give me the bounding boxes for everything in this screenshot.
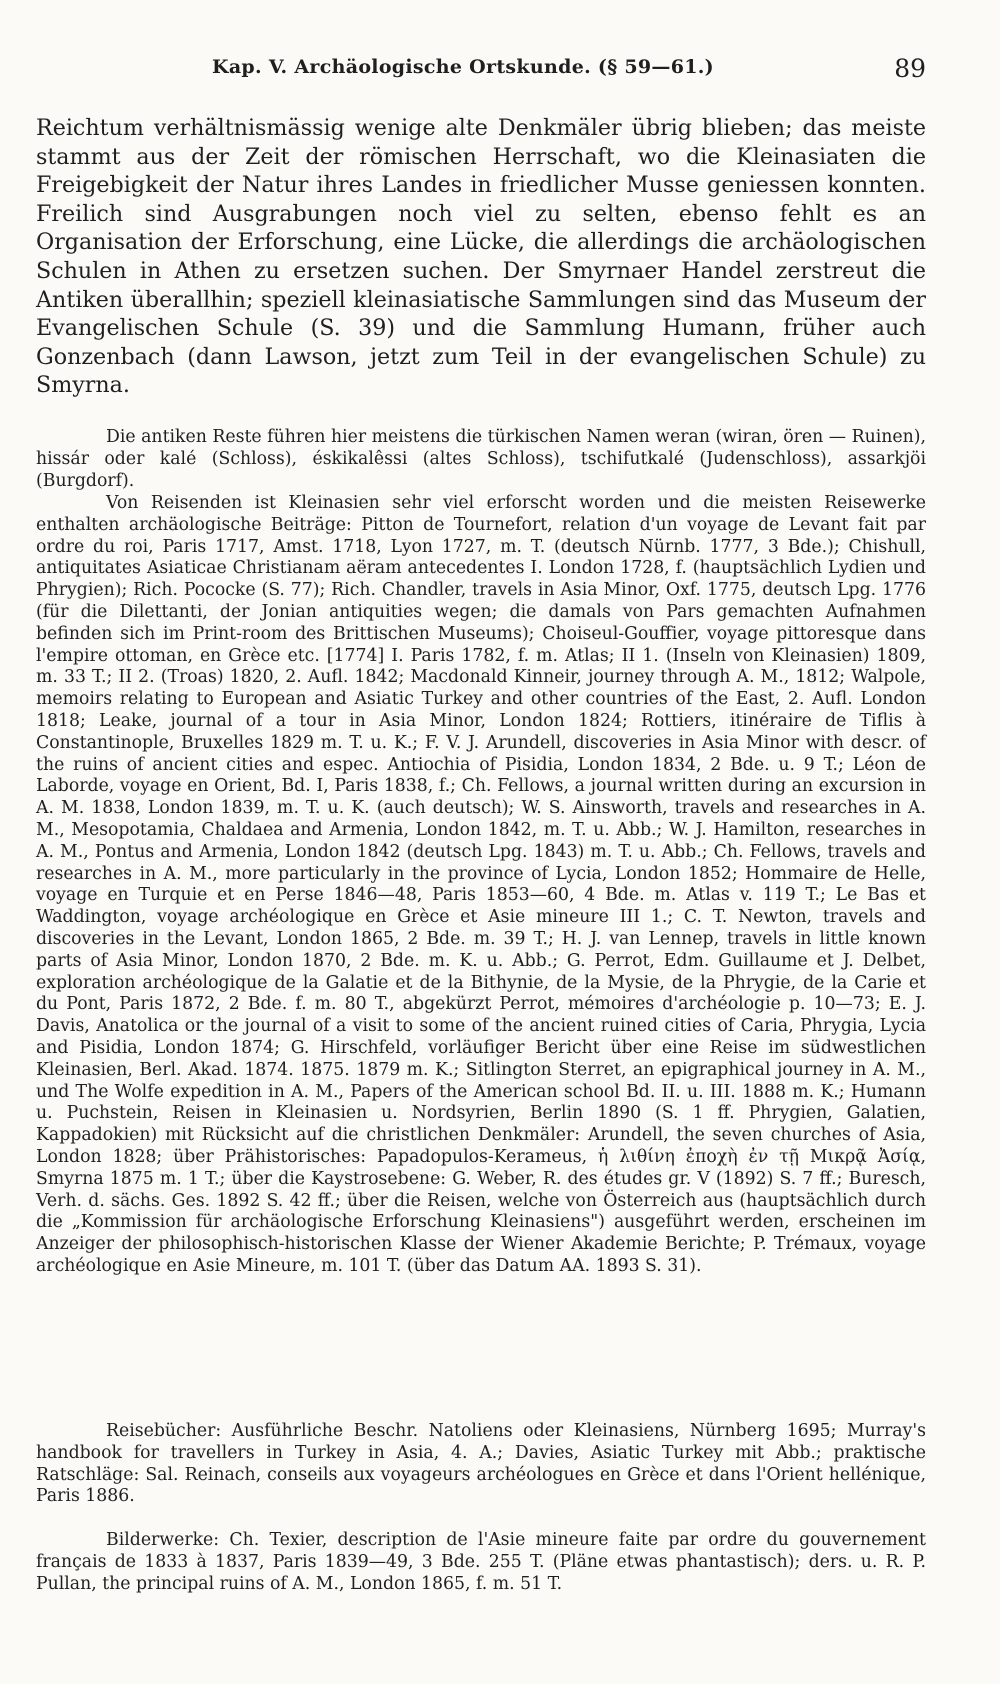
note-ruin-names: Die antiken Reste führen hier meistens die türkischen Namen weran (wiran, ören — Ruinen), hissár oder kalé (Schloss), éskikalêssi (altes Schloss), tschifutkalé (Judenschloss), assarkjöi (Burgdorf). (36, 427, 926, 491)
note-picture-works: Bilderwerke: Ch. Texier, description de l'Asie mineure faite par ordre du gouvernement français de 1833 à 1837, Paris 1839—49, 3 Bde. 255 T. (Pläne etwas phantastisch); ders. u. R. P. Pullan, the principal ruins of A. M., London 1865, f. m. 51 T. (36, 1530, 926, 1594)
running-header (36, 50, 926, 90)
body-paragraph: Reichtum verhältnismässig wenige alte Denkmäler übrig blieben; das meiste stammt aus der Zeit der römischen Herrschaft, wo die Kleinasiaten die Freigebigkeit der Natur ihres Landes in friedlicher Musse geniessen konnten. Freilich sind Ausgrabungen noch viel zu selten, ebenso fehlt es an Organisation der Erforschung, eine Lücke, die allerdings die archäologischen Schulen in Athen zu ersetzen suchen. Der Smyrnaer Handel zerstreut die Antiken überallhin; speziell kleinasiatische Sammlungen sind das Museum der Evangelischen Schule (S. 39) und die Sammlung Humann, früher auch Gonzenbach (dann Lawson, jetzt zum Teil in der evangelischen Schule) zu Smyrna. (36, 115, 926, 399)
page-number: 89 (894, 54, 926, 83)
header-title: Kap. V. Archäologische Ortskunde. (§ 59—61.) (212, 56, 714, 78)
note-travel-guides: Reisebücher: Ausführliche Beschr. Natoliens oder Kleinasiens, Nürnberg 1695; Murray's handbook for travellers in Turkey in Asia, 4. A.; Davies, Asiatic Turkey mit Abb.; praktische Ratschläge: Sal. Reinach, conseils aux voyageurs archéologues en Grèce et dans l'Orient hellénique, Paris 1886. (36, 1421, 926, 1507)
note-travel-literature: Von Reisenden ist Kleinasien sehr viel erforscht worden und die meisten Reisewerke enthalten archäologische Beiträge: Pitton de Tournefort, relation d'un voyage de Levant fait par ordre du roi, Paris 1717, Amst. 1718, Lyon 1727, m. T. (deutsch Nürnb. 1777, 3 Bde.); Chishull, antiquitates Asiaticae Christianam aëram antecedentes I. London 1728, f. (hauptsächlich Lydien und Phrygien); Rich. Pococke (S. 77); Rich. Chandler, travels in Asia Minor, Oxf. 1775, deutsch Lpg. 1776 (für die Dilettanti, der Jonian antiquities wegen; die damals von Pars gemachten Aufnahmen befinden sich im Print-room des Brittischen Museums); Choiseul-Gouffier, voyage pittoresque dans l'empire ottoman, en Grèce etc. [1774] I. Paris 1782, f. m. Atlas; II 1. (Inseln von Kleinasien) 1809, m. 33 T.; II 2. (Troas) 1820, 2. Aufl. 1842; Macdonald Kinneir, journey through A. M., 1812; Walpole, memoirs relating to European and Asiatic Turkey and other countries of the East, 2. Aufl. London 1818; Leake, journal of a tour in Asia Minor, London 1824; Rottiers, itinéraire de Tiflis à Constantinople, Bruxelles 1829 m. T. u. K.; F. V. J. Arundell, discoveries in Asia Minor with descr. of the ruins of ancient cities and espec. Antiochia of Pisidia, London 1834, 2 Bde. u. 9 T.; Léon de Laborde, voyage en Orient, Bd. I, Paris 1838, f.; Ch. Fellows, a journal written during an excursion in A. M. 1838, London 1839, m. T. u. K. (auch deutsch); W. S. Ainsworth, travels and researches in A. M., Mesopotamia, Chaldaea and Armenia, London 1842, m. T. u. Abb.; W. J. Hamilton, researches in A. M., Pontus and Armenia, London 1842 (deutsch Lpg. 1843) m. T. u. Abb.; Ch. Fellows, travels and researches in A. M., more particularly in the province of Lycia, London 1852; Hommaire de Helle, voyage en Turquie et en Perse 1846—48, Paris 1853—60, 4 Bde. m. Atlas v. 119 T.; Le Bas et Waddington, voyage archéologique en Grèce et Asie mineure III 1.; C. T. Newton, travels and discoveries in the Levant, London 1865, 2 Bde. m. 39 T.; H. J. van Lennep, travels in little known parts of Asia Minor, London 1870, 2 Bde. m. K. u. Abb.; G. Perrot, Edm. Guillaume et J. Delbet, exploration archéologique de la Galatie et de la Bithynie, de la Mysie, de la Phrygie, de la Carie et du Pont, Paris 1872, 2 Bde. f. m. 80 T., abgekürzt Perrot, mémoires d'archéologie p. 10—73; E. J. Davis, Anatolica or the journal of a visit to some of the ancient ruined cities of Caria, Phrygia, Lycia and Pisidia, London 1874; G. Hirschfeld, vorläufiger Bericht über eine Reise im südwestlichen Kleinasien, Berl. Akad. 1874. 1875. 1879 m. K.; Sitlington Sterret, an epigraphical journey in A. M., und The Wolfe expedition in A. M., Papers of the American school Bd. II. u. III. 1888 m. K.; Humann u. Puchstein, Reisen in Kleinasien u. Nordsyrien, Berlin 1890 (S. 1 ff. Phrygien, Galatien, Kappadokien) mit Rücksicht auf die christlichen Denkmäler: Arundell, the seven churches of Asia, London 1828; über Prähistorisches: Papadopulos-Kerameus, ἡ λιθίνη ἐποχὴ ἐν τῇ Μικρᾷ Ἀσίᾳ, Smyrna 1875 m. 1 T.; über die Kaystrosebene: G. Weber, R. des études gr. V (1892) S. 7 ff.; Buresch, Verh. d. sächs. Ges. 1892 S. 42 ff.; über die Reisen, welche von Österreich aus (hauptsächlich durch die „Kommission für archäologische Erforschung Kleinasiens") ausgeführt werden, erscheinen im Anzeiger der philosophisch-historischen Klasse der Wiener Akademie Berichte; P. Trémaux, voyage archéologique en Asie Mineure, m. 101 T. (über das Datum AA. 1893 S. 31). (36, 493, 926, 1276)
